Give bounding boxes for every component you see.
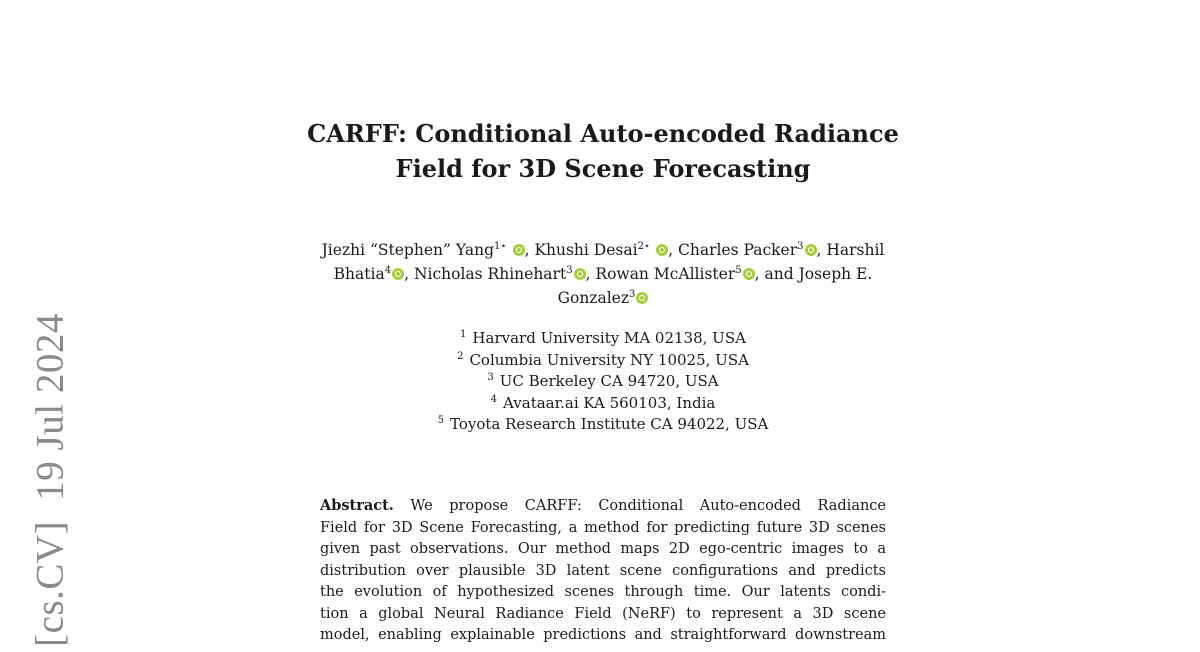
author-line-2: Bhatia$^4$ , Nicholas Rhinehart$^3$ , Rowan McAllister$^5$ , and Joseph E.	[333, 265, 873, 283]
abstract-line: distribution over plausible 3D latent scene configurations and predicts	[320, 562, 886, 579]
arxiv-category: [cs.CV]	[28, 520, 72, 647]
affiliation-item	[300, 393, 906, 415]
affiliation-item	[300, 328, 906, 350]
affiliation-item	[300, 371, 906, 393]
author-name-part: Gonzalez	[557, 289, 630, 307]
affiliation-text: Harvard University MA 02138, USA	[472, 329, 746, 347]
author-superscript: 4	[384, 265, 392, 276]
author-line-1: Jiezhi “Stephen” Yang$^{1⋆}$ , Khushi Desai$^{2⋆}$ , Charles Packer$^3$ , Harshil	[321, 241, 885, 259]
affiliation-number: 3	[487, 372, 494, 383]
author-list	[290, 238, 916, 310]
author-superscript: 3	[797, 241, 804, 252]
orcid-icon[interactable]	[656, 244, 668, 256]
affiliation-text: Avataar.ai KA 560103, India	[503, 393, 716, 412]
abstract-line: the evolution of hypothesized scenes through time. Our latents condi-	[320, 584, 886, 600]
author-name: Nicholas Rhinehart	[413, 265, 567, 283]
abstract-line: model, enabling explainable predictions and straightforward downstream	[320, 627, 886, 643]
abstract-line: Field for 3D Scene Forecasting, a method for predicting future 3D scenes	[320, 519, 886, 536]
affiliation-number: 4	[490, 393, 498, 405]
paper-title	[250, 116, 956, 186]
affiliation-number: 2	[457, 350, 464, 362]
abstract-line: tion a global Neural Radiance Field (NeRF) to represent a 3D scene	[320, 605, 886, 622]
orcid-icon[interactable]	[743, 268, 755, 280]
author-name-part: Bhatia	[333, 265, 385, 283]
affiliation-text: Toyota Research Institute CA 94022, USA	[450, 415, 769, 433]
abstract-label: Abstract.	[320, 497, 394, 514]
affiliation-item	[300, 350, 906, 372]
orcid-icon[interactable]	[574, 268, 586, 280]
author-name: Jiezhi “Stephen” Yang	[321, 241, 495, 259]
orcid-icon[interactable]	[513, 244, 525, 256]
affiliation-text: Columbia University NY 10025, USA	[469, 350, 749, 369]
and-word: and	[764, 265, 794, 283]
author-name: Charles Packer	[677, 241, 798, 259]
author-name: Khushi Desai	[534, 241, 638, 259]
author-name: Rowan McAllister	[595, 265, 736, 283]
author-name-part: Harshil	[826, 241, 885, 259]
affiliation-number: 5	[437, 415, 444, 426]
author-superscript: 5	[735, 265, 742, 276]
abstract-line: given past observations. Our method maps 2D ego-centric images to a	[320, 541, 886, 557]
author-superscript: 3	[566, 265, 573, 276]
title-line-2: Field for 3D Scene Forecasting	[395, 154, 811, 183]
author-superscript: 2⋆	[637, 241, 651, 252]
affiliation-list	[300, 328, 906, 436]
author-superscript: 1⋆	[494, 241, 507, 252]
orcid-icon[interactable]	[392, 268, 404, 280]
arxiv-sidebar-stamp	[28, 308, 73, 652]
affiliation-item	[300, 414, 906, 436]
title-line-1: CARFF: Conditional Auto-encoded Radiance	[307, 119, 899, 148]
affiliation-number: 1	[460, 329, 467, 340]
author-superscript: 3	[629, 289, 636, 300]
abstract-line	[320, 495, 886, 518]
abstract-text: We propose CARFF: Conditional Auto-encoded Radiance	[410, 498, 886, 514]
author-name-part: Joseph E.	[798, 265, 873, 283]
abstract	[320, 495, 886, 647]
orcid-icon[interactable]	[636, 292, 648, 304]
affiliation-text: UC Berkeley CA 94720, USA	[499, 372, 719, 390]
orcid-icon[interactable]	[805, 244, 817, 256]
arxiv-date: 19 Jul 2024	[28, 313, 72, 501]
author-line-3	[290, 286, 916, 310]
